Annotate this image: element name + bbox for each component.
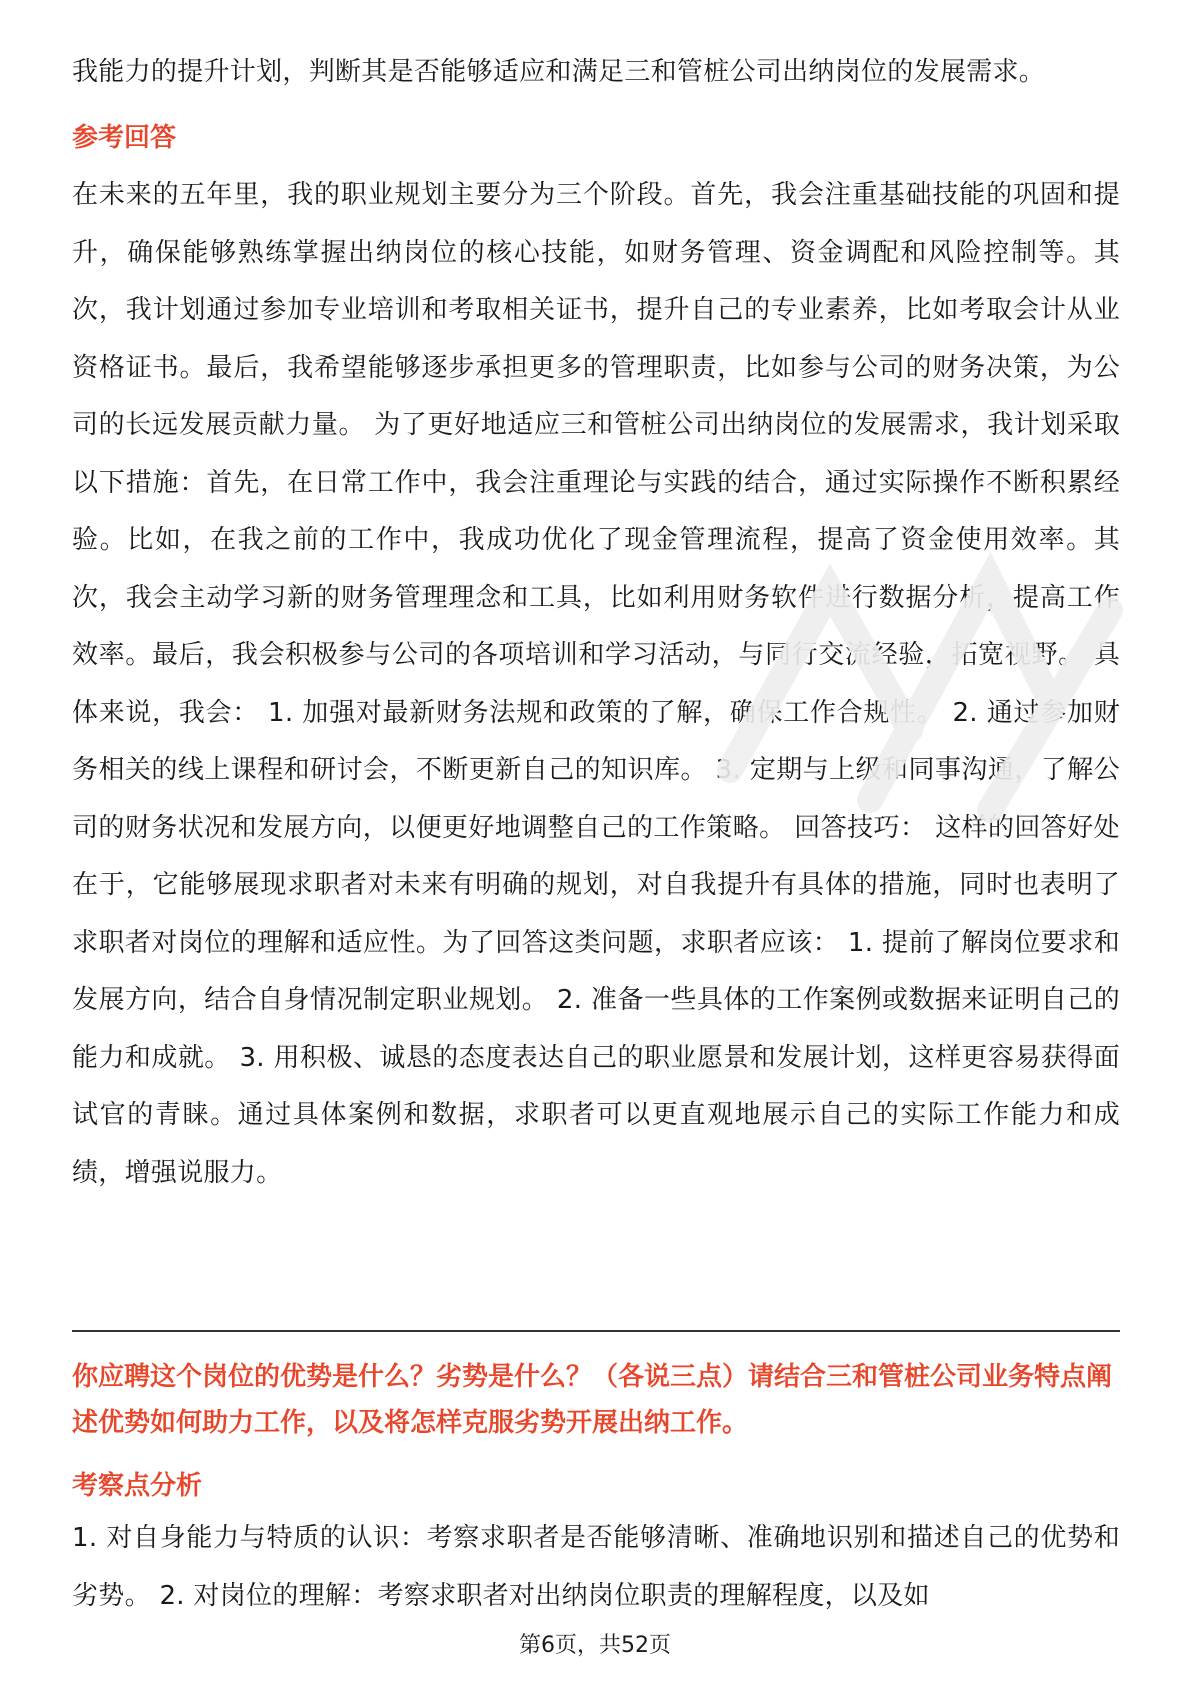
interview-question: 你应聘这个岗位的优势是什么？劣势是什么？（各说三点）请结合三和管桩公司业务特点阐述优势如何助力工作，以及将怎样克服劣势开展出纳工作。 bbox=[72, 1362, 1113, 1438]
intro-paragraph: 我能力的提升计划，判断其是否能够适应和满足三和管桩公司出纳岗位的发展需求。 bbox=[72, 57, 1046, 87]
document-page bbox=[72, 44, 1120, 1202]
analysis-paragraph: 1. 对自身能力与特质的认识：考察求职者是否能够清晰、准确地识别和描述自己的优势和劣势。 2. 对岗位的理解：考察求职者对出纳岗位职责的理解程度，以及如 bbox=[72, 1523, 1120, 1611]
page-footer: 第6页，共52页 bbox=[519, 1633, 671, 1658]
reference-answer-heading: 参考回答 bbox=[72, 122, 177, 153]
section-divider bbox=[72, 1330, 1120, 1332]
reference-answer-paragraph: 在未来的五年里，我的职业规划主要分为三个阶段。首先，我会注重基础技能的巩固和提升，确保能够熟练掌握出纳岗位的核心技能，如财务管理、资金调配和风险控制等。其次，我计划通过参加专业培训和考取相关证书，提升自己的专业素养，比如考取会计从业资格证书。最后，我希望能够逐步承担更多的管理职责，比如参与公司的财务决策，为公司的长远发展贡献力量。 为了更好地适应三和管桩公司出纳岗位的发展需求，我计划采取以下措施：首先，在日常工作中，我会注重理论与实践的结合，通过实际操作不断积累经验。比如，在我之前的工作中，我成功优化了现金管理流程，提高了资金使用效率。其次，我会主动学习新的财务管理理念和工具，比如利用财务软件进行数据分析，提高工作效率。最后，我会积极参与公司的各项培训和学习活动，与同行交流经验，拓宽视野。 具体来说，我会： 1. 加强对最新财务法规和政策的了解，确保工作合规性。 2. 通过参加财务相关的线上课程和研讨会，不断更新自己的知识库。 3. 定期与上级和同事沟通，了解公司的财务状况和发展方向，以便更好地调整自己的工作策略。 回答技巧： 这样的回答好处在于，它能够展现求职者对未来有明确的规划，对自我提升有具体的措施，同时也表明了求职者对岗位的理解和适应性。为了回答这类问题，求职者应该： 1. 提前了解岗位要求和发展方向，结合自身情况制定职业规划。 2. 准备一些具体的工作案例或数据来证明自己的能力和成就。 3. 用积极、诚恳的态度表达自己的职业愿景和发展计划，这样更容易获得面试官的青睐。通过具体案例和数据，求职者可以更直观地展示自己的实际工作能力和成绩，增强说服力。 bbox=[72, 180, 1120, 1188]
analysis-heading: 考察点分析 bbox=[72, 1471, 203, 1501]
